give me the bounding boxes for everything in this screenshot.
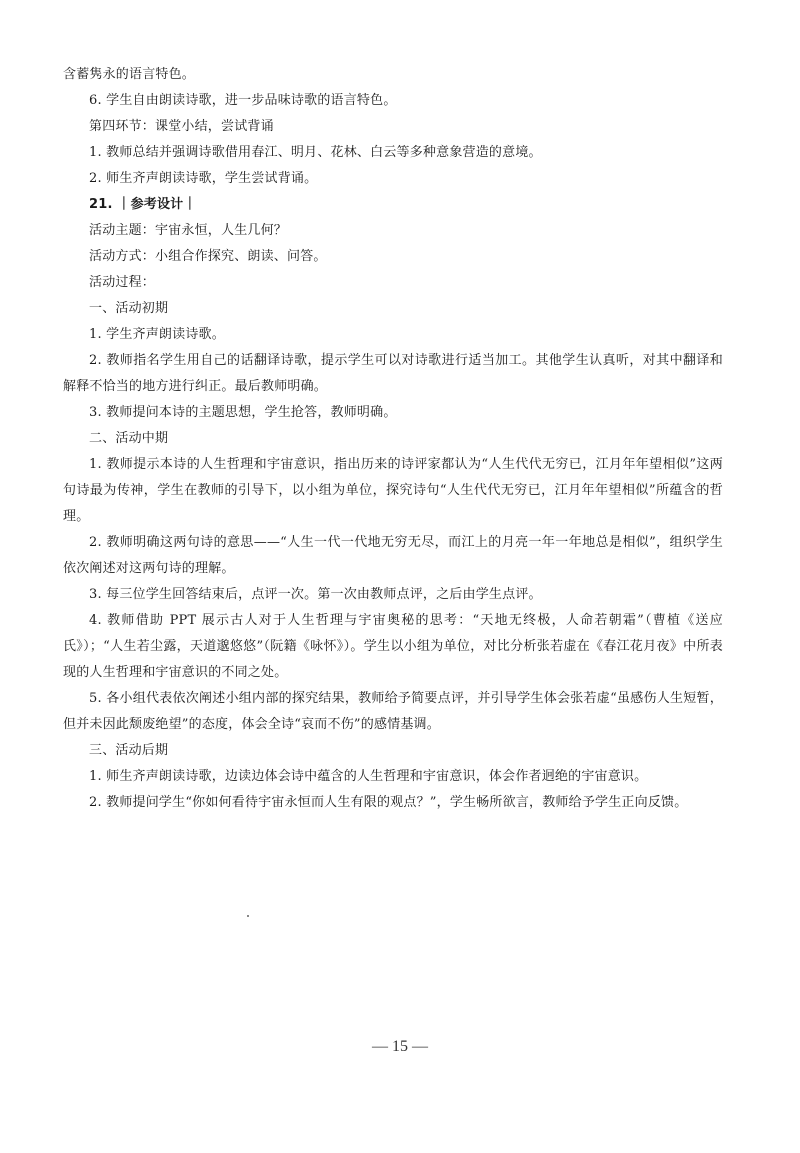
- question-heading: [63, 192, 723, 218]
- section-heading: 一、活动初期: [89, 301, 169, 316]
- section-heading: 二、活动中期: [89, 431, 169, 446]
- list-item: 1. 教师提示本诗的人生哲理和宇宙意识，指出历来的诗评家都认为“人生代代无穷已，江月年年望相似”这两句诗最为传神，学生在教师的引导下，以小组为单位，探究诗句“人生代代无穷已，江月年年望相似”所蕴含的哲理。: [63, 457, 723, 524]
- paragraph-continuation: 含蓄隽永的语言特色。: [63, 67, 196, 82]
- list-item: 1. 教师总结并强调诗歌借用春江、明月、花林、白云等多种意象营造的意境。: [89, 145, 542, 160]
- list-item: 1. 学生齐声朗读诗歌。: [89, 327, 225, 342]
- list-item: 2. 教师提问学生“你如何看待宇宙永恒而人生有限的观点？”，学生畅所欲言，教师给予学生正向反馈。: [89, 795, 688, 810]
- list-item: 6. 学生自由朗读诗歌，进一步品味诗歌的语言特色。: [89, 93, 397, 108]
- activity-theme: 活动主题：宇宙永恒，人生几何？: [89, 223, 288, 238]
- list-item: 3. 每三位学生回答结束后，点评一次。第一次由教师点评，之后由学生点评。: [89, 587, 542, 602]
- list-item: 2. 师生齐声朗读诗歌，学生尝试背诵。: [89, 171, 318, 186]
- reference-design-label: ｜参考设计｜: [117, 197, 197, 212]
- list-item: 2. 教师明确这两句诗的意思——“人生一代一代地无穷无尽，而江上的月亮一年一年地总是相似”，组织学生依次阐述对这两句诗的理解。: [63, 535, 723, 576]
- section-heading: 三、活动后期: [89, 743, 169, 758]
- list-item: 3. 教师提问本诗的主题思想，学生抢答，教师明确。: [89, 405, 397, 420]
- scan-speck: [247, 915, 249, 917]
- page-number: — 15 —: [372, 1038, 428, 1055]
- body-text: [63, 62, 723, 816]
- question-number: 21.: [89, 197, 113, 212]
- list-item: 4. 教师借助 PPT 展示古人对于人生哲理与宇宙奥秘的思考：“天地无终极，人命若朝霜”（曹植《送应氏》）；“人生若尘露，天道邈悠悠”（阮籍《咏怀》）。学生以小组为单位，对比分析张若虚在《春江花月夜》中所表现的人生哲理和宇宙意识的不同之处。: [63, 613, 723, 680]
- list-item: 5. 各小组代表依次阐述小组内部的探究结果，教师给予简要点评，并引导学生体会张若虚“虽感伤人生短暂，但并未因此颓废绝望”的态度，体会全诗“哀而不伤”的感情基调。: [63, 691, 723, 732]
- list-item: 2. 教师指名学生用自己的话翻译诗歌，提示学生可以对诗歌进行适当加工。其他学生认真听，对其中翻译和解释不恰当的地方进行纠正。最后教师明确。: [63, 353, 723, 394]
- list-item: 1. 师生齐声朗读诗歌，边读边体会诗中蕴含的人生哲理和宇宙意识，体会作者迥绝的宇宙意识。: [89, 769, 648, 784]
- section-heading: 第四环节：课堂小结，尝试背诵: [89, 119, 274, 134]
- activity-method: 活动方式：小组合作探究、朗读、问答。: [89, 249, 327, 264]
- activity-process-label: 活动过程：: [89, 275, 156, 290]
